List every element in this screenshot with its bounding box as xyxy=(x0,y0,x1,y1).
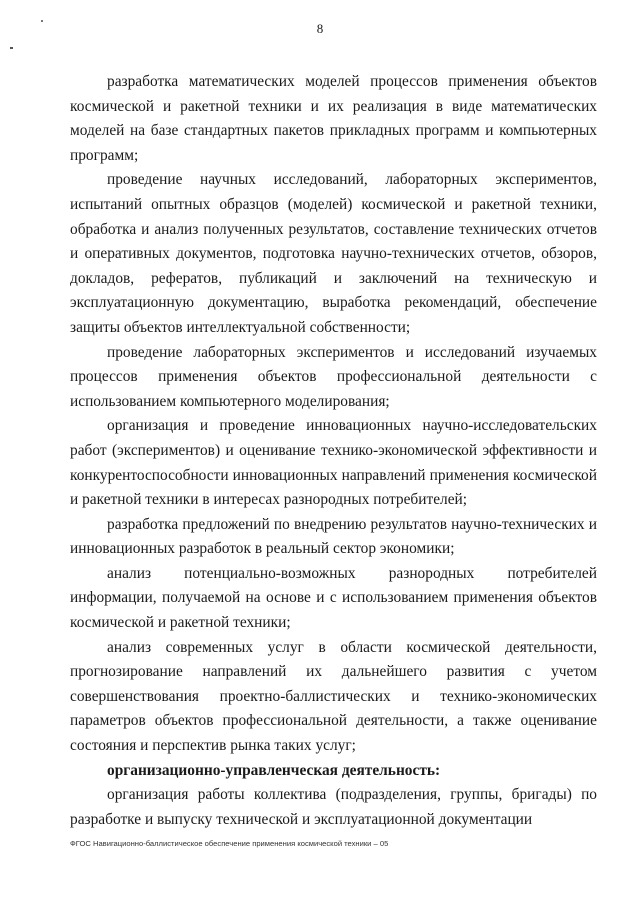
paragraph-lab-experiments: проведение лабораторных экспериментов и исследований изучаемых процессов применения объектов профессиональной деятельности с использованием компьютерного моделирования; xyxy=(70,343,597,410)
paragraph-consumer-analysis: анализ потенциально-возможных разнородных потребителей информации, получаемой на основе и с использованием применения объектов космической и ракетной техники; xyxy=(70,564,597,632)
paragraph-innovation: организация и проведение инновационных научно-исследовательских работ (экспериментов) и оценивание технико-экономической эффективности и конкурентоспособности инновационных направлений применения космической и ракетной техники в интересах разнородных потребителей; xyxy=(70,417,597,509)
paragraph-organization: организация работы коллектива (подразделения, группы, бригады) по разработке и выпуску технической и эксплуатационной документации xyxy=(70,786,597,828)
document-body xyxy=(70,70,597,832)
scan-speck xyxy=(10,47,13,49)
page-number: 8 xyxy=(316,21,324,36)
paragraph-math-models: разработка математических моделей процессов применения объектов космической и ракетной техники и их реализация в виде математических моделей на базе стандартных пакетов прикладных программ и компьютерных программ; xyxy=(70,73,597,164)
document-footer: ФГОС Навигационно-баллистическое обеспечение применения космической техники – 05 xyxy=(70,839,389,848)
paragraph-research: проведение научных исследований, лабораторных экспериментов, испытаний опытных образцов (моделей) космической и ракетной техники, обработка и анализ полученных результатов, составление технических отчетов и оперативных документов, подготовка научно-технических отчетов, обзоров, докладов, рефератов, публикаций и заключений на техническую и эксплуатационную документацию, выработка рекомендаций, обеспечение защиты объектов интеллектуальной собственности; xyxy=(70,171,597,336)
paragraph-proposals: разработка предложений по внедрению результатов научно-технических и инновационных разработок в реальный сектор экономики; xyxy=(70,515,597,558)
section-heading: организационно-управленческая деятельность: xyxy=(107,761,441,779)
paragraph-services-analysis: анализ современных услуг в области космической деятельности, прогнозирование направлений их дальнейшего развития с учетом совершенствования проектно-баллистических и технико-экономических параметров объектов профессиональной деятельности, а также оценивание состояния и перспектив рынка таких услуг; xyxy=(70,638,597,755)
